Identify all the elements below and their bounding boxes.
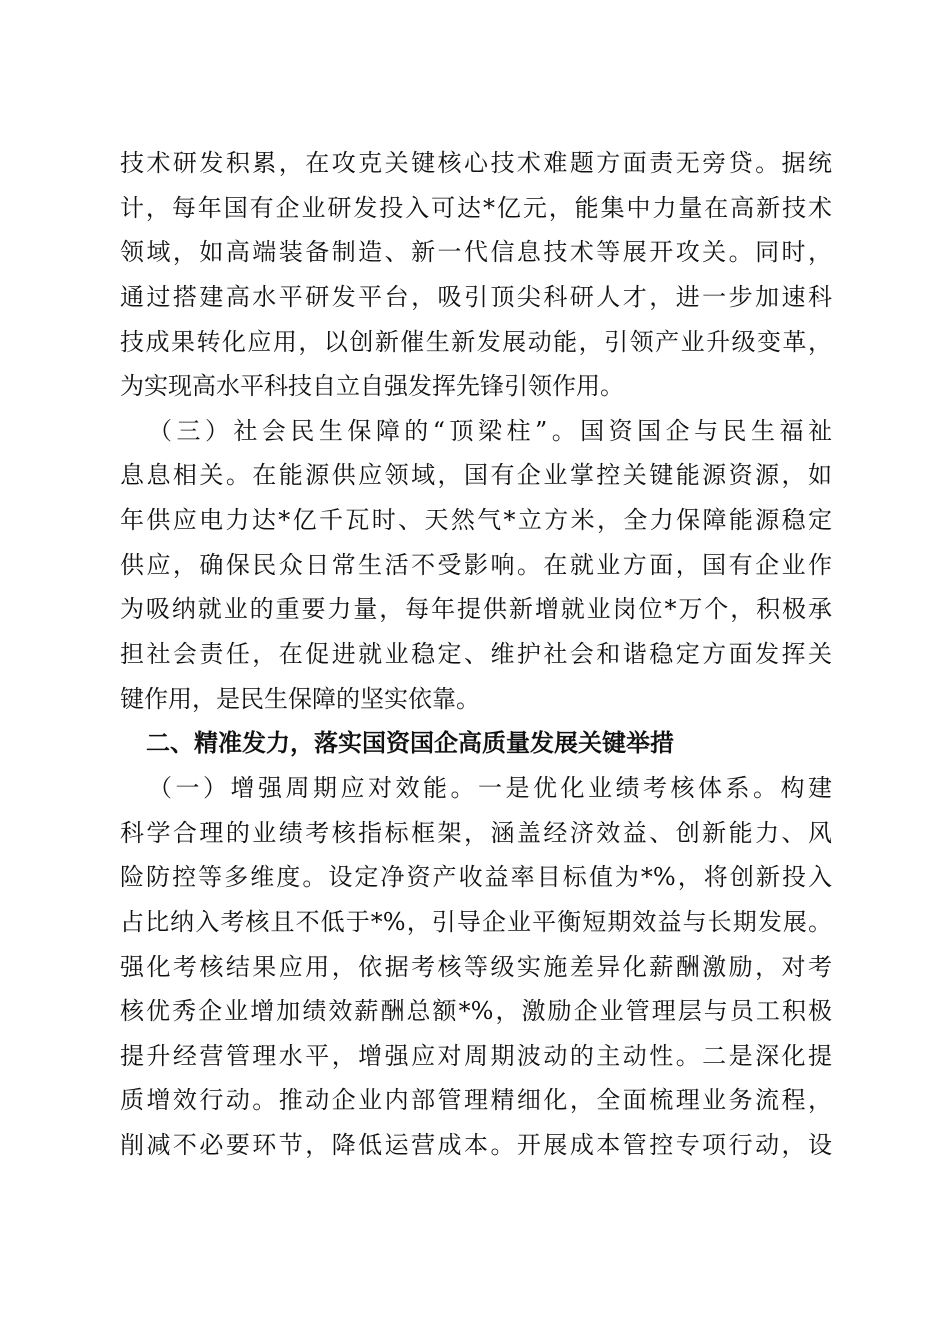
text-line: （一）增强周期应对效能。一是优化业绩考核体系。构建 [148, 773, 832, 802]
text-line: （三）社会民生保障的“顶梁柱”。国资国企与民生福祉 [148, 416, 832, 445]
text-line: 年供应电力达*亿千瓦时、天然气*立方米，全力保障能源稳定 [120, 506, 832, 535]
text-line: 息息相关。在能源供应领域，国有企业掌控关键能源资源，如 [120, 461, 832, 490]
text-line: 质增效行动。推动企业内部管理精细化，全面梳理业务流程， [120, 1086, 832, 1115]
text-line: 计，每年国有企业研发投入可达*亿元，能集中力量在高新技术 [120, 193, 832, 222]
paragraph [120, 766, 832, 1168]
text-line: 供应，确保民众日常生活不受影响。在就业方面，国有企业作 [120, 550, 832, 579]
text-line: 二、精准发力，落实国资国企高质量发展关键举措 [146, 729, 674, 758]
text-line: 险防控等多维度。设定净资产收益率目标值为*%，将创新投入 [120, 863, 832, 892]
text-line: 核优秀企业增加绩效薪酬总额*%，激励企业管理层与员工积极 [120, 997, 832, 1026]
text-line: 键作用，是民生保障的坚实依靠。 [120, 684, 480, 713]
section-heading [120, 721, 832, 766]
text-line: 为实现高水平科技自立自强发挥先锋引领作用。 [120, 372, 624, 401]
text-line: 技术研发积累，在攻克关键核心技术难题方面责无旁贷。据统 [120, 149, 832, 177]
text-line: 通过搭建高水平研发平台，吸引顶尖科研人才，进一步加速科 [120, 282, 832, 311]
text-line: 为吸纳就业的重要力量，每年提供新增就业岗位*万个，积极承 [120, 595, 832, 624]
text-line: 担社会责任，在促进就业稳定、维护社会和谐稳定方面发挥关 [120, 640, 832, 669]
document-page [120, 141, 832, 1168]
paragraph [120, 141, 832, 409]
text-line: 提升经营管理水平，增强应对周期波动的主动性。二是深化提 [120, 1041, 832, 1070]
text-line: 强化考核结果应用，依据考核等级实施差异化薪酬激励，对考 [120, 952, 832, 981]
text-line: 领域，如高端装备制造、新一代信息技术等展开攻关。同时， [120, 238, 832, 267]
text-line: 技成果转化应用，以创新催生新发展动能，引领产业升级变革， [120, 327, 832, 356]
text-line: 占比纳入考核且不低于*%，引导企业平衡短期效益与长期发展。 [120, 907, 832, 936]
text-line: 科学合理的业绩考核指标框架，涵盖经济效益、创新能力、风 [120, 818, 832, 847]
paragraph [120, 409, 832, 721]
text-line: 削减不必要环节，降低运营成本。开展成本管控专项行动，设 [120, 1131, 832, 1160]
